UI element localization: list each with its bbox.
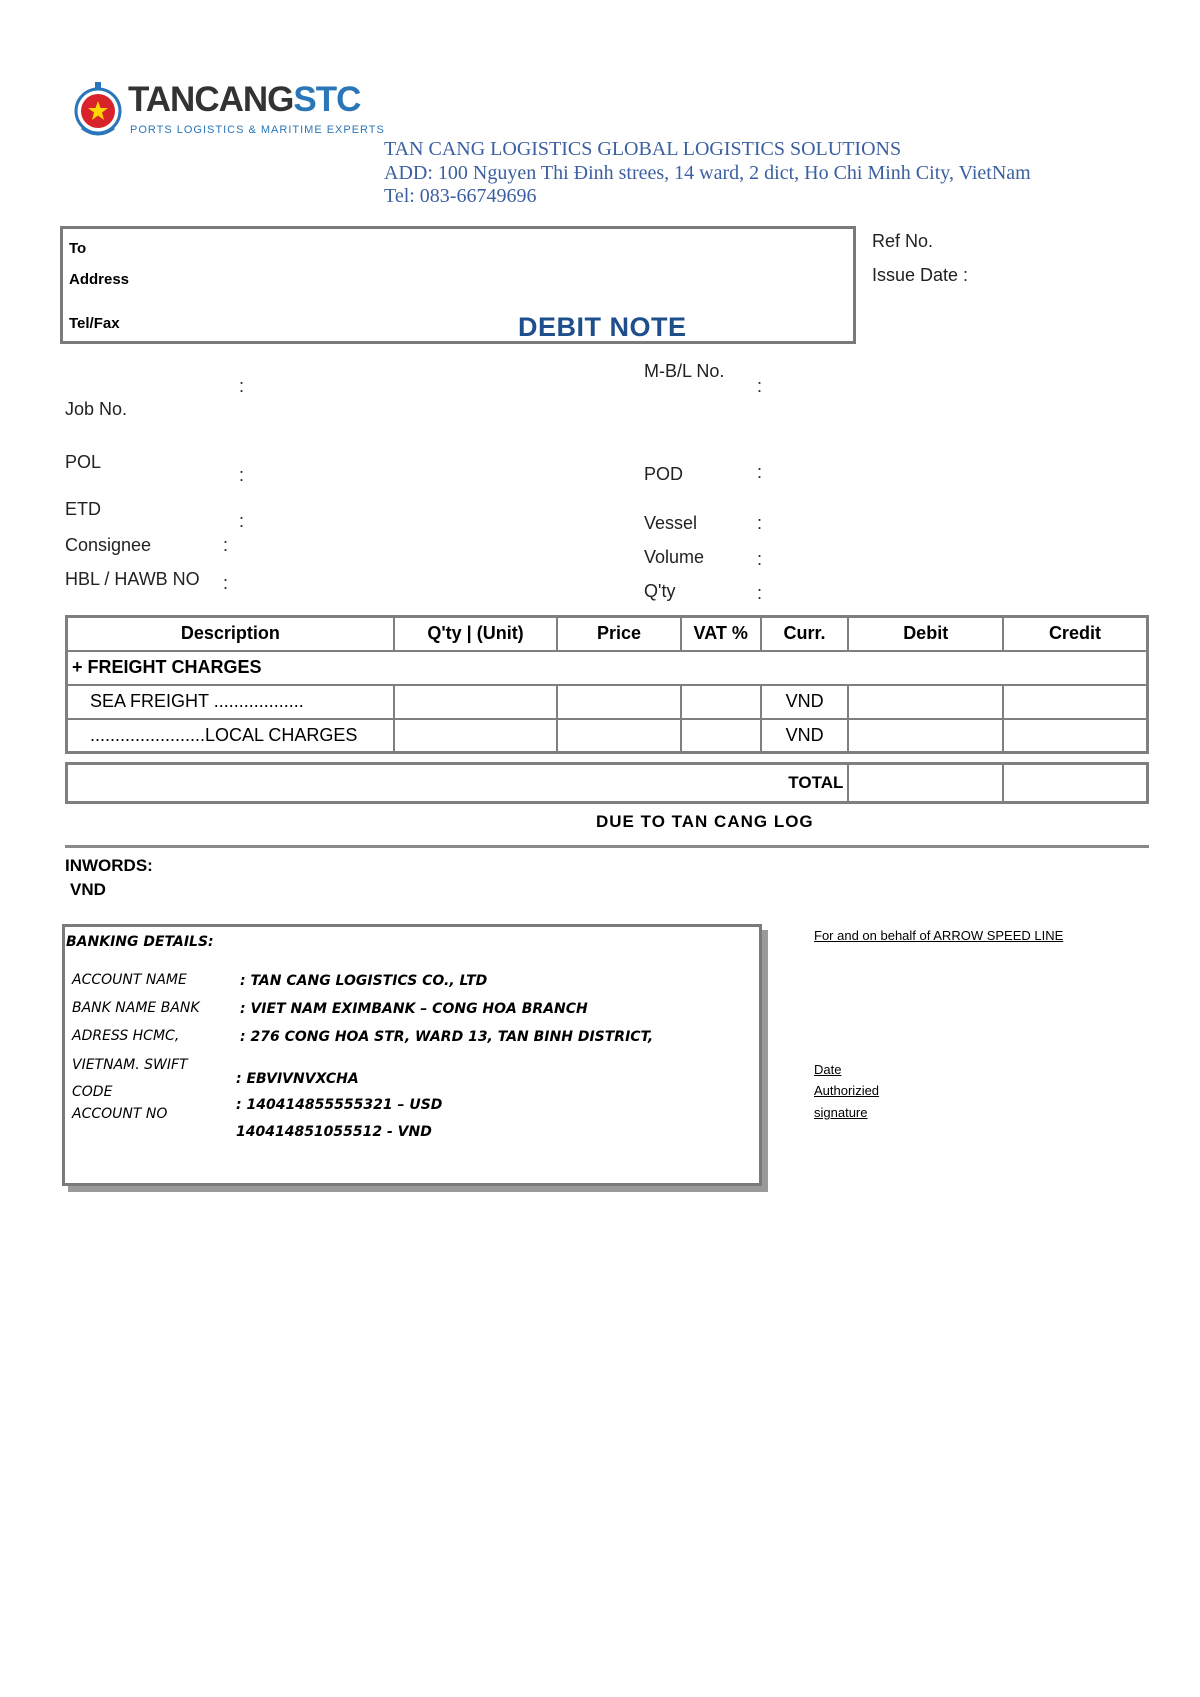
company-address: ADD: 100 Nguyen Thi Đinh strees, 14 ward, 2 dict, Ho Chi Minh City, VietNam [384, 162, 1031, 184]
row-credit[interactable] [1003, 685, 1148, 719]
col-price: Price [557, 617, 681, 651]
recipient-box [60, 226, 856, 344]
col-currency: Curr. [761, 617, 849, 651]
on-behalf-text: For and on behalf of ARROW SPEED LINE [814, 928, 1064, 943]
col-description: Description [67, 617, 394, 651]
row-debit[interactable] [848, 685, 1002, 719]
company-tel: Tel: 083-66749696 [384, 185, 537, 207]
qty-label: Q'ty [644, 581, 676, 601]
bank-label-address: ADRESS HCMC, [72, 1028, 180, 1044]
volume-label: Volume [644, 547, 705, 567]
freight-charges-heading: + FREIGHT CHARGES [67, 651, 1148, 685]
company-logo [72, 78, 385, 142]
hbl-colon: : [223, 573, 229, 593]
bank-value-swift: : EBVIVNVXCHA [236, 1071, 359, 1087]
company-name: TAN CANG LOGISTICS GLOBAL LOGISTICS SOLUTIONS [384, 138, 902, 160]
logo-wordmark: TANCANGSTC [128, 80, 361, 119]
row-debit[interactable] [848, 719, 1002, 753]
vessel-label: Vessel [644, 513, 698, 533]
telfax-label: Tel/Fax [69, 315, 120, 332]
bank-value-bank-name: : VIET NAM EXIMBANK – CONG HOA BRANCH [240, 1001, 588, 1017]
total-row [65, 762, 1149, 804]
banking-details-box [62, 924, 762, 1186]
bank-label-bank-name: BANK NAME BANK [72, 1000, 200, 1016]
volume-colon: : [757, 549, 763, 569]
mbl-colon: : [757, 376, 763, 396]
document-title: DEBIT NOTE [518, 312, 687, 342]
etd-colon: : [239, 511, 245, 531]
consignee-label: Consignee [65, 535, 152, 555]
bank-value-address: : 276 CONG HOA STR, WARD 13, TAN BINH DISTRICT, [240, 1029, 654, 1045]
bank-value-account-name: : TAN CANG LOGISTICS CO., LTD [240, 973, 488, 989]
table-row [67, 685, 1148, 719]
table-row [67, 719, 1148, 753]
bank-label-account-no: ACCOUNT NO [72, 1106, 168, 1122]
row-qty[interactable] [394, 719, 557, 753]
due-to-text: DUE TO TAN CANG LOG [596, 812, 814, 831]
bank-label-code: CODE [72, 1084, 113, 1100]
row-qty[interactable] [394, 685, 557, 719]
anchor-emblem-icon [72, 80, 124, 138]
pod-label: POD [644, 464, 684, 484]
row-price[interactable] [557, 719, 681, 753]
signature-date-label: Date [814, 1062, 842, 1077]
ref-no-label: Ref No. [872, 231, 934, 251]
etd-label: ETD [65, 499, 101, 519]
col-credit: Credit [1003, 617, 1148, 651]
inwords-currency: VND [70, 880, 106, 899]
row-currency: VND [761, 685, 849, 719]
qty-colon: : [757, 583, 763, 603]
section-row [67, 651, 1148, 685]
total-credit[interactable] [1003, 764, 1148, 803]
job-no-label: Job No. [65, 399, 128, 419]
row-currency: VND [761, 719, 849, 753]
total-debit[interactable] [848, 764, 1003, 803]
total-label: TOTAL [67, 764, 849, 803]
vessel-colon: : [757, 513, 763, 533]
authorized-label: Authorizied [814, 1083, 880, 1098]
pol-colon: : [239, 465, 245, 485]
mbl-label: M-B/L No. [644, 361, 725, 381]
row-price[interactable] [557, 685, 681, 719]
hbl-label: HBL / HAWB NO [65, 569, 200, 589]
banking-title: BANKING DETAILS: [66, 934, 214, 950]
consignee-colon: : [223, 535, 229, 555]
col-debit: Debit [848, 617, 1002, 651]
charges-table [65, 615, 1149, 754]
pod-colon: : [757, 462, 763, 482]
col-vat: VAT % [681, 617, 761, 651]
row-vat[interactable] [681, 685, 761, 719]
job-no-colon: : [239, 376, 245, 396]
inwords-label: INWORDS: [65, 856, 153, 875]
bank-label-swift: VIETNAM. SWIFT [72, 1057, 188, 1073]
bank-value-account-usd: : 140414855555321 – USD [236, 1097, 443, 1113]
table-header-row [67, 617, 1148, 651]
to-label: To [69, 240, 87, 257]
col-qty-unit: Q'ty | (Unit) [394, 617, 557, 651]
issue-date-label: Issue Date : [872, 265, 969, 285]
signature-label: signature [814, 1105, 868, 1120]
divider [65, 845, 1149, 848]
row-vat[interactable] [681, 719, 761, 753]
row-credit[interactable] [1003, 719, 1148, 753]
pol-label: POL [65, 452, 102, 472]
row-description: SEA FREIGHT .................. [67, 685, 394, 719]
bank-value-account-vnd: 140414851055512 - VND [236, 1124, 432, 1140]
bank-label-account-name: ACCOUNT NAME [72, 972, 187, 988]
logo-tagline: PORTS LOGISTICS & MARITIME EXPERTS [130, 124, 385, 136]
row-description: .......................LOCAL CHARGES [67, 719, 394, 753]
address-label: Address [69, 271, 130, 288]
